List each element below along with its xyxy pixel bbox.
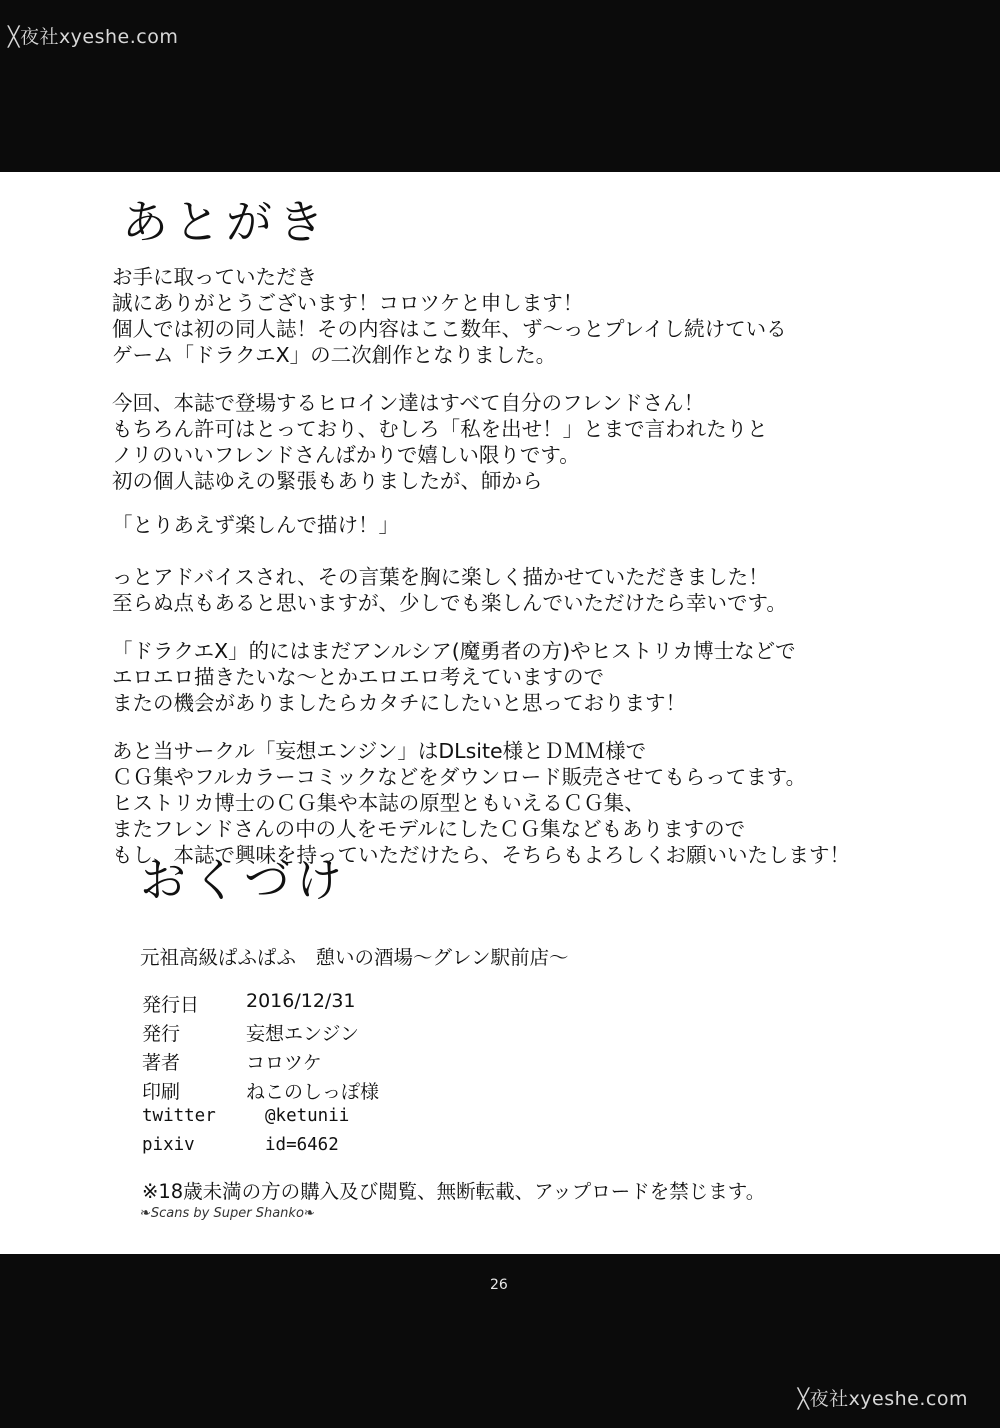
afterword-paragraph xyxy=(112,264,583,316)
colophon-row xyxy=(142,1106,379,1135)
text-line: お手に取っていただき xyxy=(112,265,317,289)
watermark-top: ╳夜社xyeshe.com xyxy=(8,26,179,48)
colophon-heading: おくづけ xyxy=(140,853,348,907)
age-restriction-notice: ※18歳未満の方の購入及び閲覧、無断転載、アップロードを禁じます。 xyxy=(142,1180,766,1203)
text-line: 至らぬ点もあると思いますが、少しでも楽しんでいただけたら幸いです。 xyxy=(112,591,787,615)
text-line: ＣＧ集やフルカラーコミックなどをダウンロード販売させてもらってます。 xyxy=(112,765,807,789)
text-line: エロエロ描きたいな〜とかエロエロ考えていますので xyxy=(112,665,604,689)
text-line: ノリのいいフレンドさんばかりで嬉しい限りです。 xyxy=(112,443,580,467)
text-line: 初の個人誌ゆえの緊張もありましたが、師から xyxy=(112,469,543,493)
row-value: id=6462 xyxy=(265,1135,339,1155)
row-label: 著者 xyxy=(142,1052,181,1074)
text-line: もちろん許可はとっており、むしろ「私を出せ！」とまで言われたりと xyxy=(112,417,768,441)
row-value: ねこのしっぽ様 xyxy=(246,1081,380,1103)
row-value: 2016/12/31 xyxy=(246,990,356,1012)
colophon-table xyxy=(142,990,379,1164)
afterword-heading: あとがき xyxy=(122,195,330,249)
colophon-row xyxy=(142,990,379,1019)
colophon-row xyxy=(142,1135,379,1164)
text-line: っとアドバイスされ、その言葉を胸に楽しく描かせていただきました！ xyxy=(112,565,769,589)
page-number: 26 xyxy=(490,1277,508,1293)
afterword-paragraph xyxy=(112,638,796,716)
afterword-paragraph xyxy=(112,564,787,616)
row-value: コロツケ xyxy=(246,1052,322,1074)
row-value: 妄想エンジン xyxy=(246,1023,360,1045)
book-title: 元祖高級ぱふぱふ 憩いの酒場〜グレン駅前店〜 xyxy=(140,946,569,969)
text-line: ヒストリカ博士のＣＧ集や本誌の原型ともいえるＣＧ集、 xyxy=(112,791,645,815)
text-line: 今回、本誌で登場するヒロイン達はすべて自分のフレンドさん！ xyxy=(112,391,705,415)
scan-credit xyxy=(140,1206,315,1221)
afterword-quote xyxy=(112,512,399,538)
watermark-bottom: ╳夜社xyeshe.com xyxy=(797,1388,968,1410)
text-line: 誠にありがとうございます！コロツケと申します！ xyxy=(112,291,584,315)
text-line: 「ドラクエⅩ」的にはまだアンルシア(魔勇者の方)やヒストリカ博士などで xyxy=(112,639,796,663)
afterword-paragraph xyxy=(112,316,787,368)
text-line: 個人では初の同人誌！その内容はここ数年、ず〜っとプレイし続けている xyxy=(112,317,787,341)
scan-credit-text: Scans by Super Shanko xyxy=(150,1206,304,1221)
text-line: またの機会がありましたらカタチにしたいと思っております！ xyxy=(112,691,686,715)
document-page xyxy=(0,172,1000,1254)
text-line: もし、本誌で興味を持っていただけたら、そちらもよろしくお願いいたします！ xyxy=(112,843,850,867)
colophon-row xyxy=(142,1077,379,1106)
row-label: twitter xyxy=(142,1106,216,1126)
text-line: 「とりあえず楽しんで描け！」 xyxy=(112,513,399,537)
ornament-icon: ❧ xyxy=(140,1206,151,1221)
row-label: 発行 xyxy=(142,1023,181,1045)
text-line: あと当サークル「妄想エンジン」はDLsite様とＤＭＭ様で xyxy=(112,739,647,763)
afterword-paragraph xyxy=(112,390,768,494)
ornament-icon: ❧ xyxy=(303,1206,315,1221)
text-line: またフレンドさんの中の人をモデルにしたＣＧ集などもありますので xyxy=(112,817,746,841)
row-label: 発行日 xyxy=(142,994,200,1016)
row-label: pixiv xyxy=(142,1135,195,1155)
text-line: ゲーム「ドラクエⅩ」の二次創作となりました。 xyxy=(112,343,557,367)
row-value: @ketunii xyxy=(265,1106,350,1126)
row-label: 印刷 xyxy=(142,1081,181,1103)
colophon-row xyxy=(142,1019,379,1048)
colophon-row xyxy=(142,1048,379,1077)
